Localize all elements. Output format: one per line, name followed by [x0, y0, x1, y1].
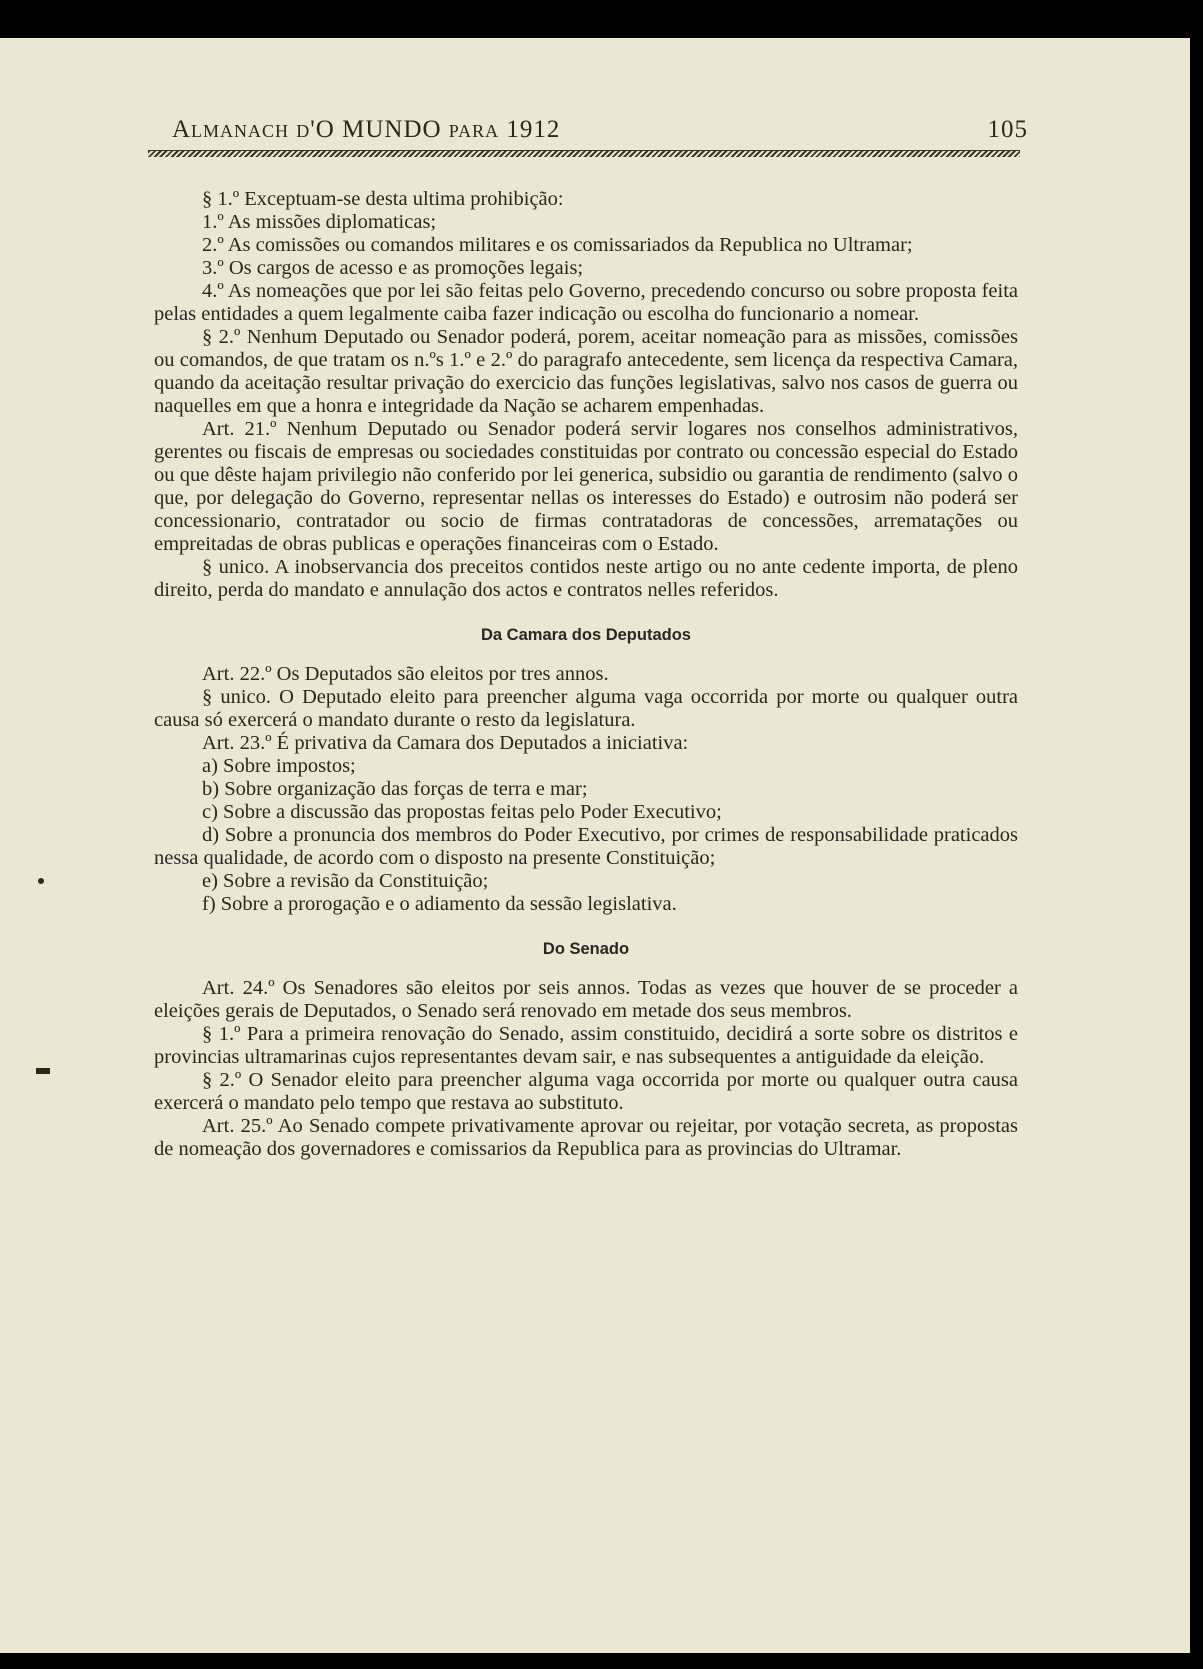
paragraph: c) Sobre a discussão das propostas feitas pelo Poder Executivo;: [202, 801, 722, 823]
section-heading: Da Camara dos Deputados: [481, 626, 691, 644]
paragraph: Art. 24.º Os Senadores são eleitos por seis annos. Todas as vezes que houver de se proceder a eleições gerais de Deputados, o Senado será renovado em metade dos seus membros.: [154, 977, 1018, 1022]
paragraph: § 1.º Exceptuam-se desta ultima prohibição:: [202, 188, 564, 210]
margin-mark: [38, 878, 44, 884]
paragraph: a) Sobre impostos;: [202, 755, 356, 777]
page-number: 105: [987, 116, 1028, 143]
paragraph: b) Sobre organização das forças de terra e mar;: [202, 778, 588, 800]
paragraph: d) Sobre a pronuncia dos membros do Poder Executivo, por crimes de responsabilidade praticados nessa qualidade, de acordo com o disposto na presente Constituição;: [154, 824, 1018, 869]
body-text: [154, 188, 1018, 1161]
paragraph: § unico. A inobservancia dos preceitos contidos neste artigo ou no ante cedente importa, de pleno direito, perda do mandato e annulação dos actos e contratos nelles referidos.: [154, 556, 1018, 601]
paragraph: Art. 25.º Ao Senado compete privativamente aprovar ou rejeitar, por votação secreta, as propostas de nomeação dos governadores e comissarios da Republica para as provincias do Ultramar.: [154, 1115, 1018, 1160]
paragraph: 2.º As comissões ou comandos militares e os comissariados da Republica no Ultramar;: [202, 234, 913, 256]
paragraph: e) Sobre a revisão da Constituição;: [202, 870, 489, 892]
section-heading: Do Senado: [542, 940, 630, 958]
paragraph: § unico. O Deputado eleito para preencher alguma vaga occorrida por morte ou qualquer outra causa só exercerá o mandato durante o resto da legislatura.: [154, 686, 1018, 731]
margin-mark: [36, 1068, 50, 1074]
paragraph: § 1.º Para a primeira renovação do Senado, assim constituido, decidirá a sorte sobre os distritos e provincias ultramarinas cujos representantes devam sair, e nas subsequentes a antiguidade da eleição.: [154, 1023, 1018, 1068]
paragraph: Art. 22.º Os Deputados são eleitos por tres annos.: [202, 663, 609, 685]
paragraph: § 2.º O Senador eleito para preencher alguma vaga occorrida por morte ou qualquer outra causa exercerá o mandato pelo tempo que restava ao substituto.: [154, 1069, 1018, 1114]
paragraph: 1.º As missões diplomaticas;: [202, 211, 437, 233]
paragraph: f) Sobre a prorogação e o adiamento da sessão legislativa.: [202, 893, 677, 915]
paragraph: Art. 23.º É privativa da Camara dos Deputados a iniciativa:: [202, 732, 689, 754]
running-title: Almanach d'O MUNDO para 1912: [172, 116, 561, 143]
paragraph: 3.º Os cargos de acesso e as promoções legais;: [202, 257, 584, 279]
ornamental-rule: [148, 150, 1020, 157]
paragraph: 4.º As nomeações que por lei são feitas pelo Governo, precedendo concurso ou sobre proposta feita pelas entidades a quem legalmente caiba fazer indicação ou escolha do funcionario a nomear.: [154, 280, 1018, 325]
paragraph: Art. 21.º Nenhum Deputado ou Senador poderá servir logares nos conselhos administrativos, gerentes ou fiscais de empresas ou sociedades constituidas por contrato ou concessão especial do Estado ou que dêste hajam privilegio não conferido por lei generica, subsidio ou garantia de rendimento (salvo o que, por delegação do Governo, representar nellas os interesses do Estado) e outrosim não poderá ser concessionario, contratador ou socio de firmas contratadoras de concessões, arrematações ou empreitadas de obras publicas e operações financeiras com o Estado.: [154, 418, 1018, 555]
running-head: [172, 116, 1028, 144]
book-page: [0, 38, 1190, 1653]
paragraph: § 2.º Nenhum Deputado ou Senador poderá, porem, aceitar nomeação para as missões, comissões ou comandos, de que tratam os n.ºs 1.º e 2.º do paragrafo antecedente, sem licença da respectiva Camara, quando da aceitação resultar privação do exercicio das funções legislativas, salvo nos casos de guerra ou naquelles em que a honra e integridade da Nação se acharem empenhadas.: [154, 326, 1018, 417]
